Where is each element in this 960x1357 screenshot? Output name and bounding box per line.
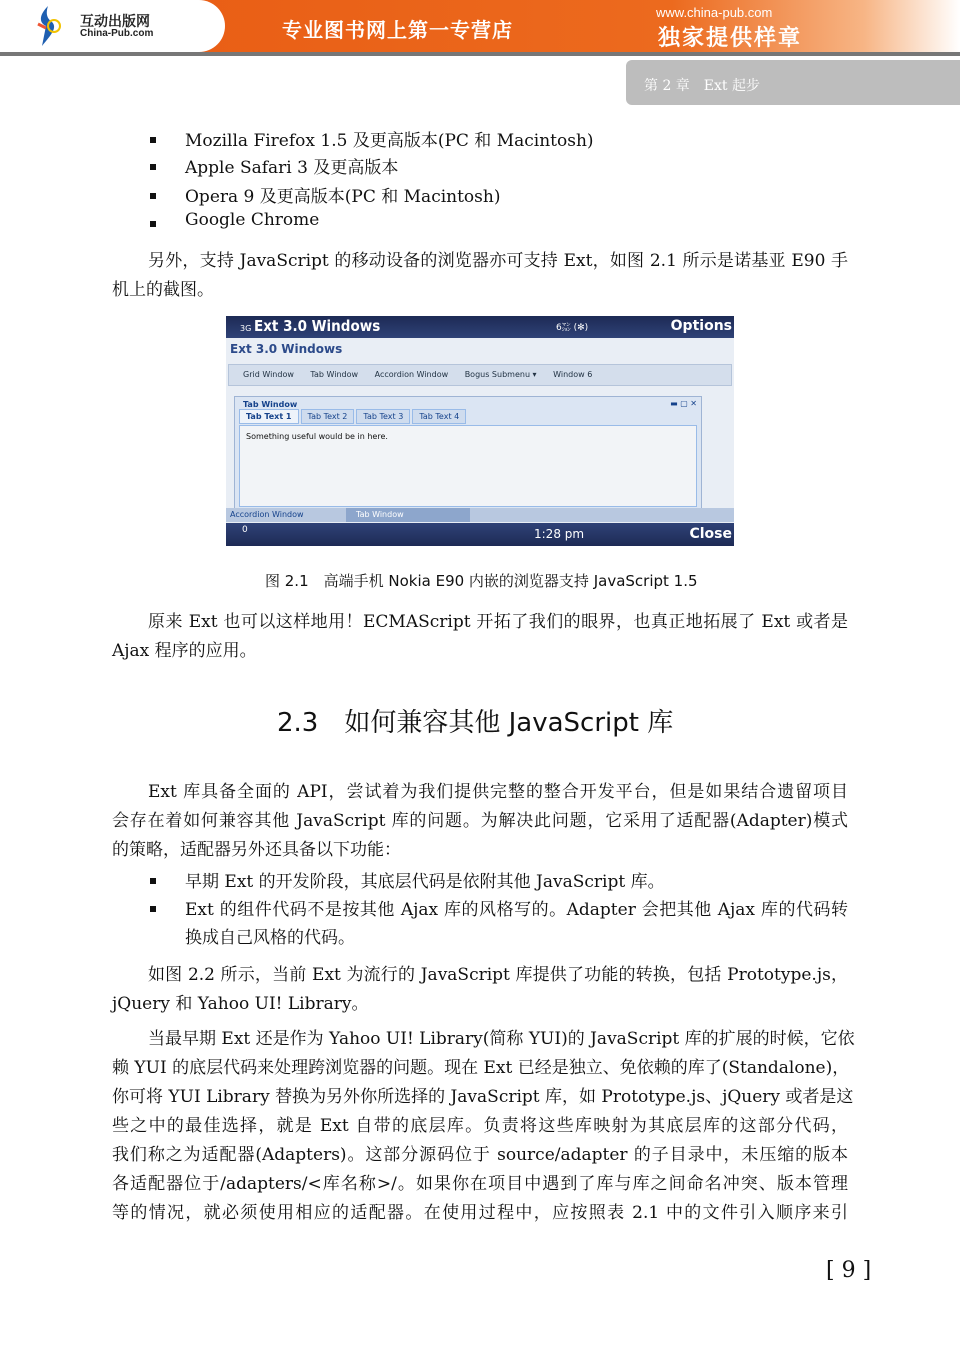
options-softkey: Options <box>670 318 732 334</box>
bullet-icon <box>150 906 156 912</box>
tab-window <box>234 396 702 510</box>
toolbar-bogus-submenu: Bogus Submenu ▾ <box>464 370 537 379</box>
bullet-icon <box>150 193 156 199</box>
tab-window-title: Tab Window <box>243 400 298 409</box>
toolbar-accordion-window: Accordion Window <box>374 370 449 379</box>
paragraph-line: 等的情况，就必须使用相应的适配器。在使用过程中，应按照表 2.1 中的文件引入顺序来引 <box>112 1203 848 1223</box>
ext-taskbar <box>226 508 734 522</box>
signal-icon: 6㍇ (✻) <box>556 323 589 333</box>
tab-4: Tab Text 4 <box>412 409 466 424</box>
network-indicator: 3G <box>240 324 252 333</box>
bullet-icon <box>150 878 156 884</box>
china-pub-logo-icon <box>34 4 64 48</box>
browser-list-item: Google Chrome <box>185 210 320 230</box>
feature-list-item: 早期 Ext 的开发阶段，其底层代码是依附其他 JavaScript 库。 <box>185 872 665 892</box>
paragraph-line: 些之中的最佳选择，就是 Ext 自带的底层库。负责将这些库映射为其底层库的这部分代码， <box>112 1116 848 1136</box>
paragraph-line: 你可将 YUI Library 替换为另外你所选择的 JavaScript 库，如 Prototype.js、jQuery 或者是这 <box>112 1087 854 1107</box>
close-softkey: Close <box>689 526 732 542</box>
figure-caption: 图 2.1 高端手机 Nokia E90 内嵌的浏览器支持 JavaScript 1.5 <box>265 572 698 590</box>
bullet-icon <box>150 221 156 227</box>
toolbar-tab-window: Tab Window <box>310 370 359 379</box>
tab-2: Tab Text 2 <box>301 409 355 424</box>
paragraph-line: Ajax 程序的应用。 <box>112 641 257 661</box>
phone-bottom-bar <box>226 523 734 546</box>
logo-chinese-text: 互动出版网 <box>80 14 150 30</box>
banner-slogan: 专业图书网上第一专营店 <box>282 18 513 42</box>
paragraph-line: jQuery 和 Yahoo UI! Library。 <box>112 994 369 1014</box>
paragraph-line: 赖 YUI 的底层代码来处理跨浏览器的问题。现在 Ext 已经是独立、免依赖的库了(Standalone)， <box>112 1058 850 1078</box>
ext-toolbar <box>228 364 732 386</box>
browser-list-item: Apple Safari 3 及更高版本 <box>185 158 399 178</box>
phone-status-bar <box>226 316 734 338</box>
feature-list-item: 换成自己风格的代码。 <box>185 928 355 948</box>
paragraph-line: 当最早期 Ext 还是作为 Yahoo UI! Library(简称 YUI)的 JavaScript 库的扩展的时候，它依 <box>148 1029 855 1049</box>
page-number: [ 9 ] <box>826 1258 872 1283</box>
phone-indicator: 0 <box>242 525 248 535</box>
tab-1: Tab Text 1 <box>239 409 299 424</box>
paragraph-line: 各适配器位于/adapters/<库名称>/。如果你在项目中遇到了库与库之间命名冲突、版本管理 <box>112 1174 848 1194</box>
tab-3: Tab Text 3 <box>356 409 410 424</box>
phone-time: 1:28 pm <box>534 527 585 541</box>
tab-body-text: Something useful would be in here. <box>246 432 388 441</box>
site-url: www.china-pub.com <box>656 5 773 20</box>
paragraph-line: 原来 Ext 也可以这样地用！ECMAScript 开拓了我们的眼界，也真正地拓展了 Ext 或者是 <box>148 612 848 632</box>
paragraph-line: Ext 库具备全面的 API，尝试着为我们提供完整的整合开发平台，但是如果结合遗留项目 <box>148 782 848 802</box>
bullet-icon <box>150 137 156 143</box>
phone-app-title: Ext 3.0 Windows <box>254 317 381 335</box>
paragraph-line: 会存在着如何兼容其他 JavaScript 库的问题。为解决此问题，它采用了适配器(Adapter)模式 <box>112 811 848 831</box>
paragraph-line: 我们称之为适配器(Adapters)。这部分源码位于 source/adapter 的子目录中，未压缩的版本 <box>112 1145 848 1165</box>
sample-chapter-label: 独家提供样章 <box>658 25 803 51</box>
paragraph-line: 另外，支持 JavaScript 的移动设备的浏览器亦可支持 Ext，如图 2.1 所示是诺基亚 E90 手 <box>148 251 848 271</box>
task-tab-window: Tab Window <box>346 508 470 522</box>
toolbar-window-6: Window 6 <box>553 370 593 379</box>
window-controls-icon: ▬ ▢ ✕ <box>670 399 697 408</box>
toolbar-grid-window: Grid Window <box>243 370 294 379</box>
section-heading: 2.3 如何兼容其他 JavaScript 库 <box>277 708 674 738</box>
paragraph-line: 机上的截图。 <box>112 280 214 300</box>
feature-list-item: Ext 的组件代码不是按其他 Ajax 库的风格写的。Adapter 会把其他 Ajax 库的代码转 <box>185 900 848 920</box>
bullet-icon <box>150 164 156 170</box>
browser-list-item: Opera 9 及更高版本(PC 和 Macintosh) <box>185 187 501 207</box>
logo-english-text: China-Pub.com <box>80 28 154 39</box>
paragraph-line: 如图 2.2 所示，当前 Ext 为流行的 JavaScript 库提供了功能的转换，包括 Prototype.js， <box>148 965 848 985</box>
chapter-title: 第 2 章 Ext 起步 <box>644 78 760 94</box>
tab-strip <box>239 409 468 424</box>
china-pub-banner <box>0 0 960 56</box>
figure-screenshot <box>226 316 734 546</box>
browser-list-item: Mozilla Firefox 1.5 及更高版本(PC 和 Macintosh) <box>185 131 594 151</box>
chapter-header <box>626 60 960 105</box>
tab-body <box>239 425 697 507</box>
paragraph-line: 的策略，适配器另外还具备以下功能： <box>112 840 401 860</box>
ext-app-title: Ext 3.0 Windows <box>230 342 343 356</box>
logo <box>0 0 225 52</box>
task-accordion-window: Accordion Window <box>230 510 304 519</box>
